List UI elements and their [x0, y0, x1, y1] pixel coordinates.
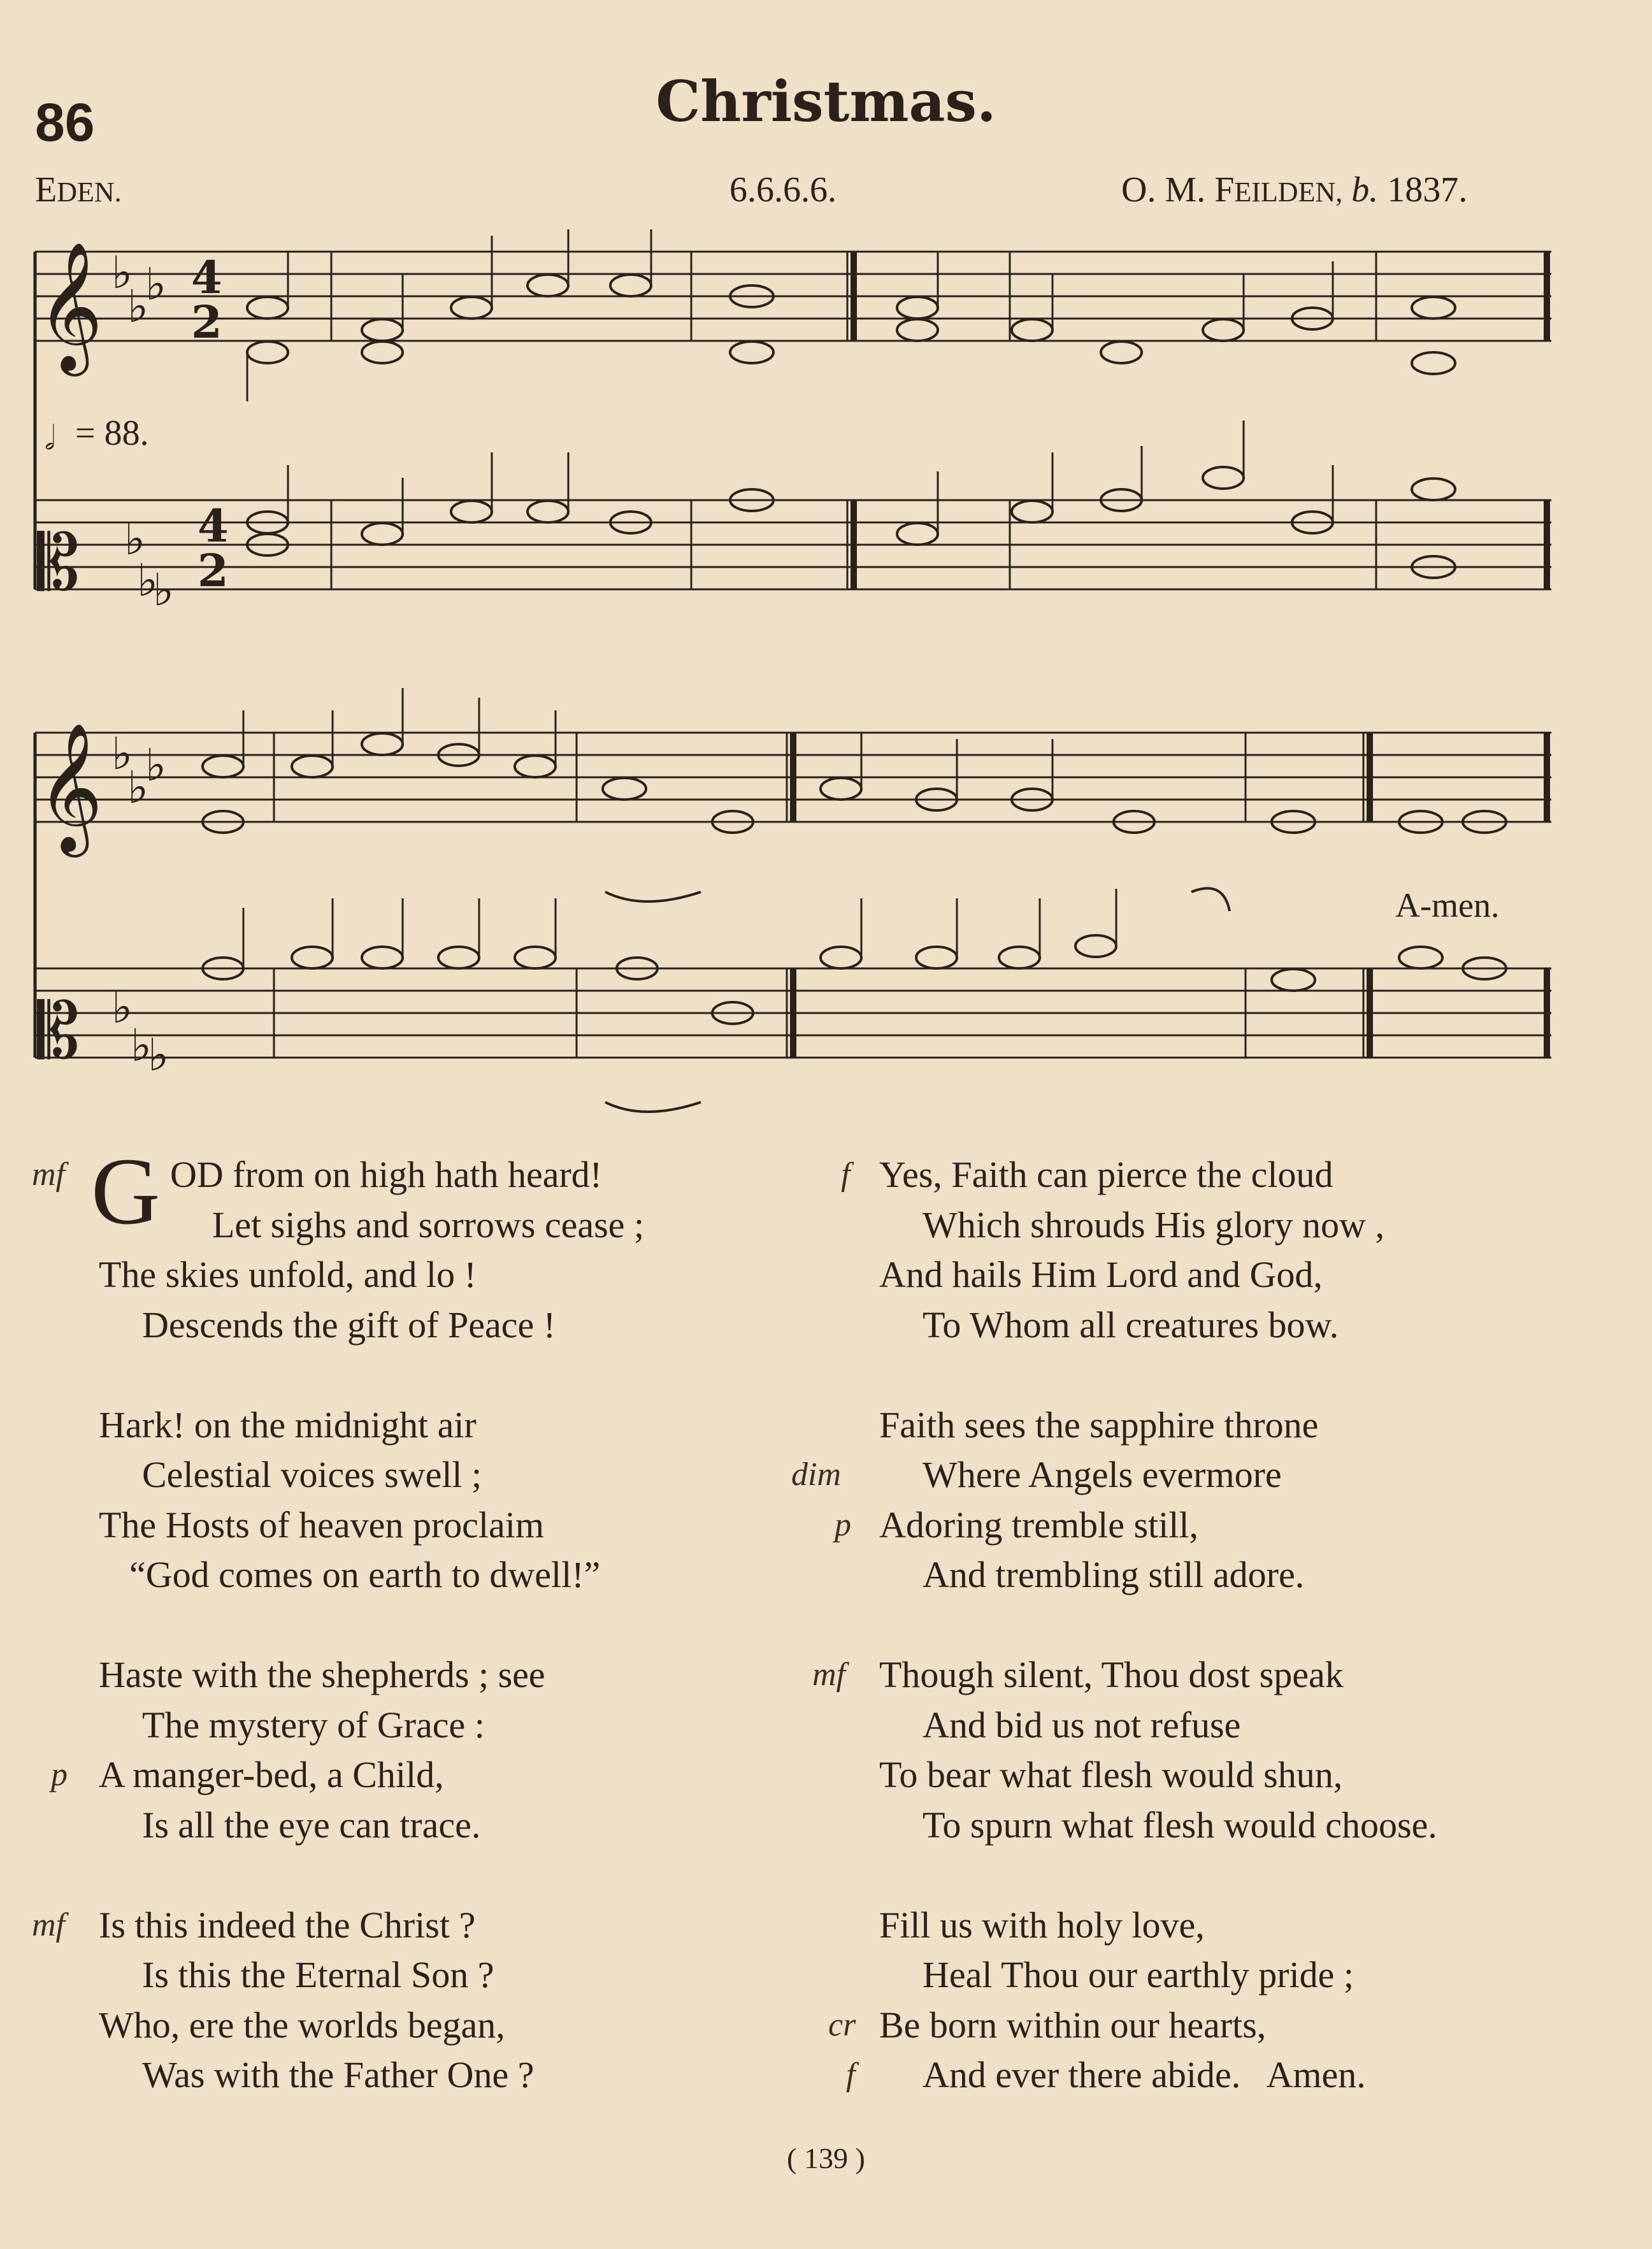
verse-text: Though silent, Thou dost speak: [879, 1654, 1344, 1695]
verse-text: OD from on high hath heard!: [170, 1154, 603, 1195]
verse-line: Fill us with holy love,: [879, 1904, 1205, 1946]
tune-name-initial: E: [35, 170, 57, 210]
verse-gap: [879, 1850, 1437, 1901]
verse-text: To Whom all creatures bow.: [923, 1304, 1339, 1346]
svg-text:♭: ♭: [111, 247, 133, 299]
verse-line: [879, 1800, 1437, 1851]
verse-line: Faith sees the sapphire throne: [879, 1404, 1319, 1446]
key-signature-flats: [111, 247, 174, 1081]
svg-text:♭: ♭: [153, 564, 175, 616]
verse-gap: [879, 1600, 1437, 1651]
treble-clef-1: 𝄞: [37, 241, 103, 371]
verse-line: [99, 1300, 644, 1351]
barlines-2: [274, 733, 1363, 1058]
verse-line: Who, ere the worlds began,: [99, 2004, 505, 2046]
dynamic-marking: dim: [791, 1456, 841, 1493]
dynamic-marking: f: [841, 1156, 851, 1193]
verse-text: And trembling still adore.: [923, 1554, 1305, 1595]
verses-left-column: [32, 1139, 645, 2101]
svg-text:4: 4: [198, 499, 229, 552]
verse-text: And ever there abide. Amen.: [923, 2054, 1366, 2095]
verse-text: Celestial voices swell ;: [142, 1454, 482, 1495]
verse-line: [879, 1700, 1437, 1751]
verse-text: Where Angels evermore: [923, 1454, 1282, 1495]
ties: [605, 888, 1230, 1112]
verse-text: “God comes on earth to dwell!”: [129, 1554, 601, 1595]
verse-line: And hails Him Lord and God,: [879, 1254, 1323, 1295]
svg-text:♭: ♭: [137, 554, 159, 607]
verse-line: [828, 2001, 1437, 2051]
svg-text:♭: ♭: [124, 513, 146, 565]
alto-clef-1: 𝄡: [37, 519, 80, 608]
metronome-mark: = 88.: [75, 413, 149, 453]
verse-text: To spurn what flesh would choose.: [923, 1804, 1437, 1846]
verse-line: The Hosts of heaven proclaim: [99, 1504, 545, 1546]
verse-gap: [99, 1850, 644, 1901]
svg-text:♭: ♭: [127, 280, 149, 333]
svg-text:♭: ♭: [111, 981, 133, 1033]
noteheads: [203, 275, 1506, 1024]
svg-text:2: 2: [198, 544, 229, 597]
dynamic-marking: f: [846, 2057, 856, 2093]
verse-text: Heal Thou our earthly pride ;: [923, 1954, 1354, 1995]
verse-line: [879, 1200, 1437, 1251]
verse-line: [99, 1800, 644, 1851]
verse-text: A manger-bed, a Child,: [99, 1754, 444, 1795]
verse-text: Which shrouds His glory now ,: [923, 1204, 1384, 1246]
verse-text: Is all the eye can trace.: [142, 1804, 481, 1846]
verse-line: [99, 2050, 644, 2101]
page-number: ( 139 ): [787, 2142, 865, 2174]
verse-line: [812, 1650, 1437, 1700]
verse-line: [99, 1200, 644, 1251]
verse-gap: [879, 1350, 1437, 1400]
alto-clef-2: 𝄡: [37, 988, 80, 1076]
dynamic-marking: mf: [32, 1156, 65, 1193]
music-score: [0, 0, 1652, 1121]
composer-initials: O. M. F: [1121, 170, 1235, 210]
verse-text: Is this the Eternal Son ?: [142, 1954, 494, 1995]
tune-name-rest: DEN.: [57, 176, 122, 208]
verse-line: [32, 1901, 644, 1951]
verse-line: [846, 2050, 1437, 2101]
composer-born: b.: [1351, 170, 1379, 210]
verse-line: [51, 1750, 644, 1800]
section-title: Christmas.: [656, 68, 996, 134]
dynamic-marking: mf: [32, 1906, 65, 1943]
verse-text: Descends the gift of Peace !: [142, 1304, 556, 1346]
svg-text:4: 4: [191, 251, 222, 304]
verse-line: [879, 1950, 1437, 2001]
verse-line: [99, 1950, 644, 2001]
treble-clef-2: 𝄞: [37, 722, 103, 852]
composer-surname: EILDEN,: [1234, 176, 1343, 208]
verse-text: Was with the Father One ?: [142, 2054, 535, 2095]
verse-line: The skies unfold, and lo !: [99, 1254, 477, 1295]
svg-text:♭: ♭: [131, 1019, 152, 1072]
svg-text:2: 2: [191, 296, 222, 348]
svg-text:♭: ♭: [148, 1029, 169, 1081]
verse-text: Be born within our hearts,: [879, 2004, 1267, 2046]
verse-line: [879, 1550, 1437, 1600]
verse-line: [99, 1550, 644, 1600]
dynamic-marking: cr: [828, 2006, 856, 2043]
verse-line: [879, 1300, 1437, 1351]
svg-text:♭: ♭: [145, 739, 167, 791]
dynamic-marking: p: [51, 1757, 68, 1793]
amen-label: A-men.: [1395, 886, 1500, 924]
metronome-note: 𝅗𝅥: [45, 419, 55, 457]
drop-cap: G: [91, 1139, 161, 1244]
verse-text: The mystery of Grace :: [142, 1704, 485, 1746]
verse-gap: [99, 1350, 644, 1400]
verses-right-column: [791, 1150, 1437, 2101]
verse-text: Yes, Faith can pierce the cloud: [879, 1154, 1333, 1195]
verse-line: [99, 1700, 644, 1751]
composer-year: 1837.: [1387, 170, 1468, 210]
verse-line: [841, 1150, 1437, 1200]
meter: 6.6.6.6.: [729, 170, 837, 210]
svg-text:♭: ♭: [127, 761, 149, 814]
verse-line: [99, 1450, 644, 1500]
verse-text: And bid us not refuse: [923, 1704, 1241, 1746]
svg-text:♭: ♭: [111, 728, 133, 780]
verse-gap: [99, 1600, 644, 1651]
svg-text:♭: ♭: [145, 258, 167, 310]
verse-line: Hark! on the midnight air: [99, 1404, 477, 1446]
hymn-number: 86: [35, 92, 95, 152]
verse-line: [835, 1500, 1437, 1551]
verse-text: Is this indeed the Christ ?: [99, 1904, 476, 1946]
dynamic-marking: mf: [812, 1656, 845, 1693]
verse-line: [791, 1450, 1437, 1500]
verse-line: To bear what flesh would shun,: [879, 1754, 1343, 1795]
verse-text: Adoring tremble still,: [879, 1504, 1198, 1546]
dynamic-marking: p: [835, 1506, 851, 1543]
verse-text: Let sighs and sorrows cease ;: [212, 1204, 645, 1246]
verse-line: Haste with the shepherds ; see: [99, 1654, 545, 1695]
